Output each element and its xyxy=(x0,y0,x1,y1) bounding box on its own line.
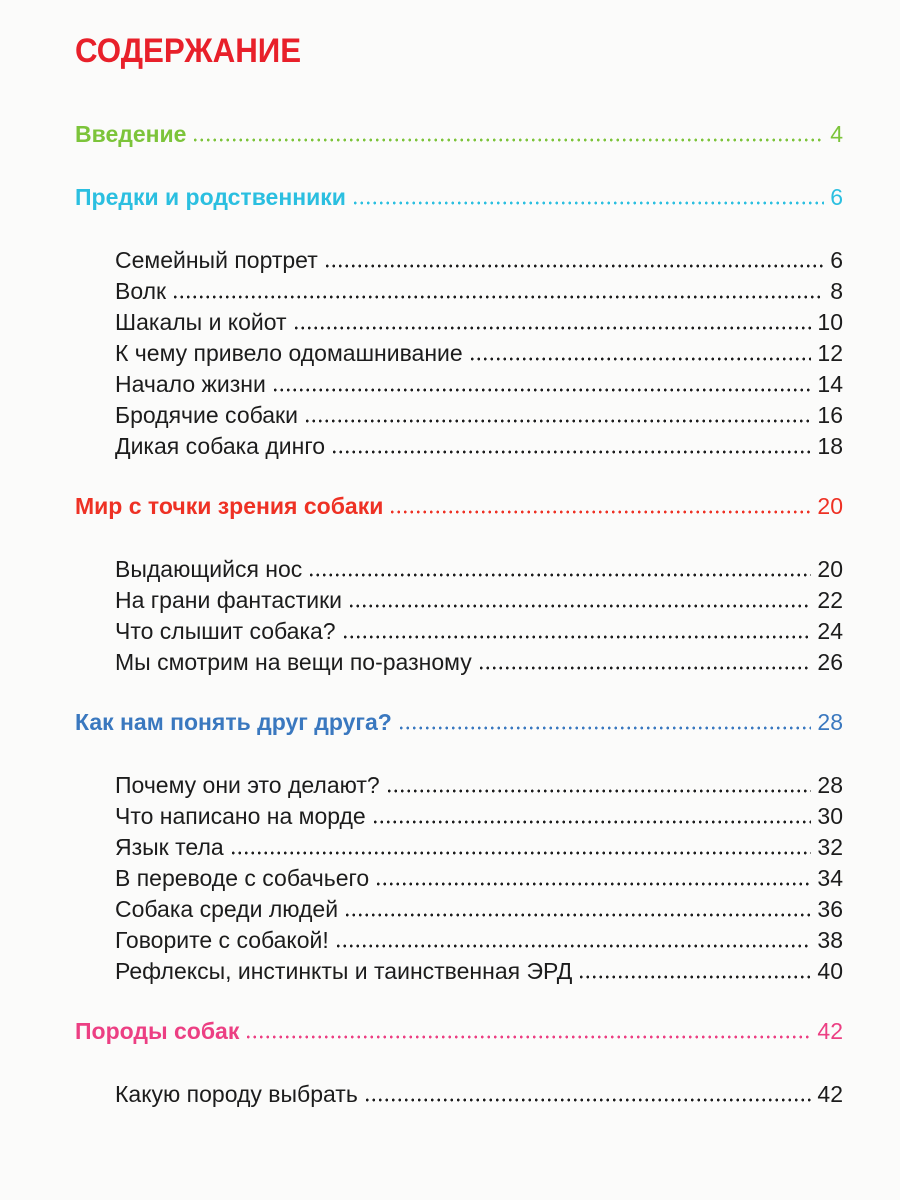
toc-entry-label: Шакалы и койот xyxy=(115,309,287,335)
section-entries xyxy=(75,554,843,678)
dot-leader xyxy=(469,357,812,361)
toc-entry-label: К чему привело одомашнивание xyxy=(115,340,463,366)
dot-leader xyxy=(230,851,812,855)
page-number: 20 xyxy=(817,556,843,582)
page-number: 16 xyxy=(817,402,843,428)
dot-leader xyxy=(308,573,811,577)
toc-entry[interactable] xyxy=(75,925,843,956)
toc-entry[interactable] xyxy=(75,276,843,307)
toc-entry[interactable] xyxy=(75,832,843,863)
toc-entry-label: Говорите с собакой! xyxy=(115,927,329,953)
toc-entry[interactable] xyxy=(75,554,843,585)
toc-entry[interactable] xyxy=(75,801,843,832)
page-number: 6 xyxy=(830,184,843,210)
toc-entry[interactable] xyxy=(75,431,843,462)
dot-leader xyxy=(293,326,812,330)
toc-entry-label: Рефлексы, инстинкты и таинственная ЭРД xyxy=(115,958,573,984)
page-title: СОДЕРЖАНИЕ xyxy=(75,32,302,70)
dot-leader xyxy=(335,944,812,948)
section-heading-label: Предки и родственники xyxy=(75,184,346,210)
page-number: 38 xyxy=(817,927,843,953)
page-number: 18 xyxy=(817,433,843,459)
page-number: 20 xyxy=(817,493,843,519)
dot-leader xyxy=(324,264,824,268)
toc-entry-label: Что написано на морде xyxy=(115,803,366,829)
toc-entry[interactable] xyxy=(75,616,843,647)
page-number: 10 xyxy=(817,309,843,335)
toc-entry[interactable] xyxy=(75,400,843,431)
section-heading-label: Породы собак xyxy=(75,1018,240,1044)
dot-leader xyxy=(375,882,811,886)
toc-entry[interactable] xyxy=(75,863,843,894)
dot-leader xyxy=(372,820,812,824)
page-number: 42 xyxy=(817,1081,843,1107)
dot-leader xyxy=(352,201,824,205)
dot-leader xyxy=(348,604,811,608)
section-heading-label: Как нам понять друг друга? xyxy=(75,709,392,735)
toc-entry-label: Бродячие собаки xyxy=(115,402,298,428)
section-entries xyxy=(75,770,843,987)
dot-leader xyxy=(245,1035,811,1039)
dot-leader xyxy=(304,419,811,423)
toc-entry-label: Выдающийся нос xyxy=(115,556,303,582)
page-number: 8 xyxy=(830,278,843,304)
toc-entry[interactable] xyxy=(75,647,843,678)
toc-entry[interactable] xyxy=(75,1079,843,1110)
toc-entry[interactable] xyxy=(75,585,843,616)
dot-leader xyxy=(364,1098,812,1102)
page-number: 32 xyxy=(817,834,843,860)
section-heading-label: Введение xyxy=(75,121,187,147)
dot-leader xyxy=(172,295,824,299)
page-number: 12 xyxy=(817,340,843,366)
section-entries xyxy=(75,1079,843,1110)
toc-entry-label: Что слышит собака? xyxy=(115,618,336,644)
page-number: 28 xyxy=(817,772,843,798)
page-number: 26 xyxy=(817,649,843,675)
toc-entry[interactable] xyxy=(75,245,843,276)
toc-entry-label: В переводе с собачьего xyxy=(115,865,370,891)
toc-entry-label: Какую породу выбрать xyxy=(115,1081,358,1107)
page-number: 4 xyxy=(830,121,843,147)
dot-leader xyxy=(578,975,811,979)
dot-leader xyxy=(331,450,811,454)
dot-leader xyxy=(344,913,811,917)
toc-entry-label: Дикая собака динго xyxy=(115,433,326,459)
section-entries xyxy=(75,245,843,462)
toc-entry[interactable] xyxy=(75,894,843,925)
toc-entry[interactable] xyxy=(75,956,843,987)
page-number: 34 xyxy=(817,865,843,891)
toc-entry-label: Мы смотрим на вещи по-разному xyxy=(115,649,472,675)
toc-entry-label: Волк xyxy=(115,278,167,304)
dot-leader xyxy=(398,726,812,730)
toc-entry-label: На грани фантастики xyxy=(115,587,342,613)
dot-leader xyxy=(478,666,812,670)
page-number: 6 xyxy=(830,247,843,273)
table-of-contents xyxy=(75,119,843,1139)
dot-leader xyxy=(192,138,824,142)
dot-leader xyxy=(389,510,811,514)
page-number: 14 xyxy=(817,371,843,397)
toc-entry-label: Семейный портрет xyxy=(115,247,318,273)
toc-entry[interactable] xyxy=(75,338,843,369)
section-heading[interactable] xyxy=(75,182,843,213)
page-number: 22 xyxy=(817,587,843,613)
toc-entry[interactable] xyxy=(75,369,843,400)
section-heading[interactable] xyxy=(75,1016,843,1047)
page-number: 36 xyxy=(817,896,843,922)
page-number: 28 xyxy=(817,709,843,735)
page-number: 40 xyxy=(817,958,843,984)
section-heading-label: Мир с точки зрения собаки xyxy=(75,493,384,519)
page-number: 24 xyxy=(817,618,843,644)
page-number: 42 xyxy=(817,1018,843,1044)
toc-entry-label: Язык тела xyxy=(115,834,224,860)
section-heading[interactable] xyxy=(75,119,843,150)
section-heading[interactable] xyxy=(75,491,843,522)
page-number: 30 xyxy=(817,803,843,829)
toc-entry-label: Начало жизни xyxy=(115,371,266,397)
toc-entry-label: Собака среди людей xyxy=(115,896,339,922)
toc-entry-label: Почему они это делают? xyxy=(115,772,380,798)
dot-leader xyxy=(386,789,812,793)
toc-entry[interactable] xyxy=(75,770,843,801)
section-heading[interactable] xyxy=(75,707,843,738)
toc-entry[interactable] xyxy=(75,307,843,338)
dot-leader xyxy=(272,388,812,392)
dot-leader xyxy=(342,635,812,639)
